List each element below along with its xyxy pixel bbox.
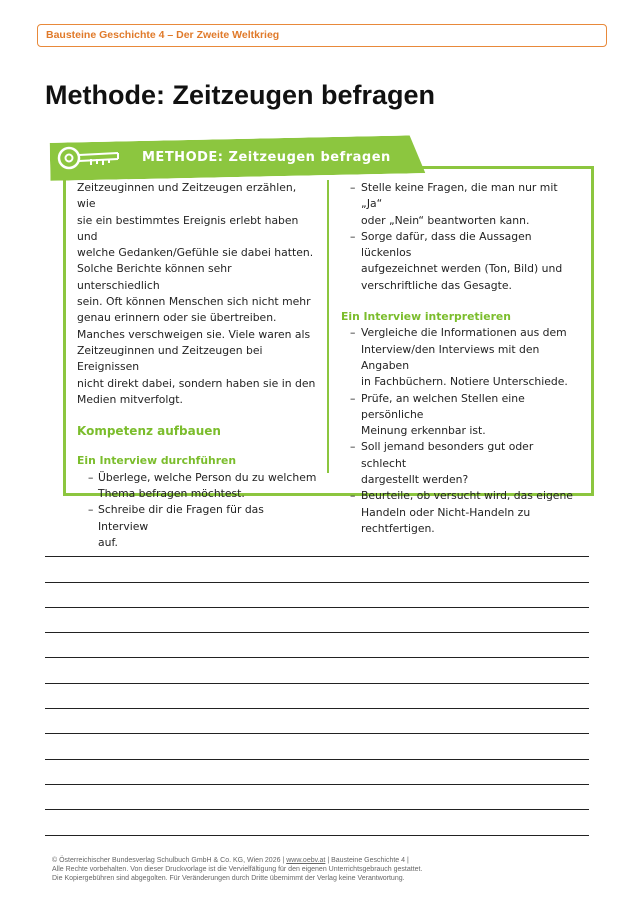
interpretieren-item-line: dargestellt werden? [361, 473, 469, 487]
interview-tip-item [341, 180, 581, 229]
interview-tip-item-line: oder „Nein“ beantworten kann. [361, 213, 530, 227]
intro-line: sie ein bestimmtes Ereignis erlebt haben und [77, 213, 299, 243]
intro-line: Solche Berichte können sehr unterschiedlich [77, 262, 232, 292]
interpretieren-list [341, 325, 581, 537]
publisher-link[interactable]: www.oebv.at [286, 857, 326, 864]
kompetenz-heading: Kompetenz aufbauen [77, 424, 221, 439]
durchfuehren-item-line: auf. [98, 535, 118, 549]
column-divider [327, 180, 329, 473]
writing-line[interactable] [45, 583, 589, 608]
interpretieren-item [341, 325, 581, 390]
durchfuehren-item-line: Thema befragen möchtest. [98, 487, 245, 501]
interview-tip-item-line: verschriftliche das Gesagte. [361, 278, 512, 292]
writing-line[interactable] [45, 785, 589, 810]
writing-lines [45, 532, 589, 836]
writing-line[interactable] [45, 658, 589, 683]
intro-line: Medien mitverfolgt. [77, 392, 183, 406]
durchfuehren-item [77, 470, 317, 503]
interpretieren-item-line: Interview/den Interviews mit den Angaben [361, 342, 540, 372]
writing-line[interactable] [45, 532, 589, 557]
writing-line[interactable] [45, 734, 589, 759]
header-bar [37, 24, 607, 47]
interpretieren-item-line: Meinung erkennbar ist. [361, 424, 486, 438]
footer [52, 856, 572, 883]
writing-line[interactable] [45, 810, 589, 835]
interview-tip-item-line: aufgezeichnet werden (Ton, Bild) und [361, 262, 563, 276]
intro-line: nicht direkt dabei, sondern haben sie in den [77, 376, 316, 390]
writing-line[interactable] [45, 608, 589, 633]
footer-series: | Bausteine Geschichte 4 | [325, 857, 409, 864]
intro-line: genau erinnern oder sie übertreiben. [77, 311, 277, 325]
writing-line[interactable] [45, 709, 589, 734]
interpretieren-heading: Ein Interview interpretieren [341, 310, 511, 324]
interview-tip-item-line: – Sorge dafür, dass die Aussagen lückenlos [361, 229, 532, 260]
interpretieren-item-line: – Beurteile, ob versucht wird, das eigene [361, 489, 573, 503]
writing-line[interactable] [45, 760, 589, 785]
writing-line[interactable] [45, 633, 589, 658]
durchfuehren-heading: Ein Interview durchführen [77, 454, 237, 468]
footer-line-2: Alle Rechte vorbehalten. Von dieser Druckvorlage ist die Vervielfältigung für den eigenen Unterrichtsgebrauch gestattet. [52, 866, 423, 873]
intro-line: sein. Oft können Menschen sich nicht mehr [77, 295, 311, 309]
footer-line-1 [52, 856, 572, 865]
interpretieren-item-line: – Vergleiche die Informationen aus dem [361, 326, 567, 340]
intro-line: welche Gedanken/Gefühle sie dabei hatten. [77, 246, 314, 260]
interpretieren-item-line: rechtfertigen. [361, 521, 435, 535]
interpretieren-item-line: Handeln oder Nicht-Handeln zu [361, 505, 531, 519]
footer-copyright: © Österreichischer Bundesverlag Schulbuch GmbH & Co. KG, Wien 2026 | [52, 857, 287, 864]
footer-line-3: Die Kopiergebühren sind abgegolten. Für Veränderungen durch Dritte übernimmt der Verlag keine Verantwortung. [52, 875, 405, 882]
intro-line: Zeitzeuginnen und Zeitzeugen erzählen, wie [77, 181, 297, 211]
interpretieren-item-line: in Fachbüchern. Notiere Unterschiede. [361, 375, 568, 389]
key-icon [56, 143, 122, 173]
interpretieren-item [341, 439, 581, 488]
method-left-column [77, 180, 317, 551]
interview-tip-item-line: – Stelle keine Fragen, die man nur mit „Ja“ [361, 181, 558, 211]
writing-line[interactable] [45, 557, 589, 582]
durchfuehren-item-line: – Schreibe dir die Fragen für das Interview [98, 503, 264, 533]
page-title: Methode: Zeitzeugen befragen [45, 80, 436, 110]
right-top-list [341, 180, 581, 294]
interpretieren-item [341, 391, 581, 440]
intro-line: Manches verschweigen sie. Viele waren als [77, 327, 311, 341]
method-right-column [341, 180, 581, 537]
method-intro-text [77, 180, 317, 408]
durchfuehren-item-line: – Überlege, welche Person du zu welchem [98, 470, 317, 484]
method-banner-label: METHODE: Zeitzeugen befragen [142, 150, 391, 165]
interpretieren-item-line: – Prüfe, an welchen Stellen eine persönliche [361, 391, 525, 421]
intro-line: Zeitzeuginnen und Zeitzeugen bei Ereignissen [77, 343, 263, 374]
interview-tip-item [341, 229, 581, 294]
interpretieren-item-line: – Soll jemand besonders gut oder schlecht [361, 440, 534, 470]
interpretieren-item [341, 488, 581, 537]
header-title: Bausteine Geschichte 4 – Der Zweite Weltkrieg [46, 29, 280, 41]
writing-line[interactable] [45, 684, 589, 709]
